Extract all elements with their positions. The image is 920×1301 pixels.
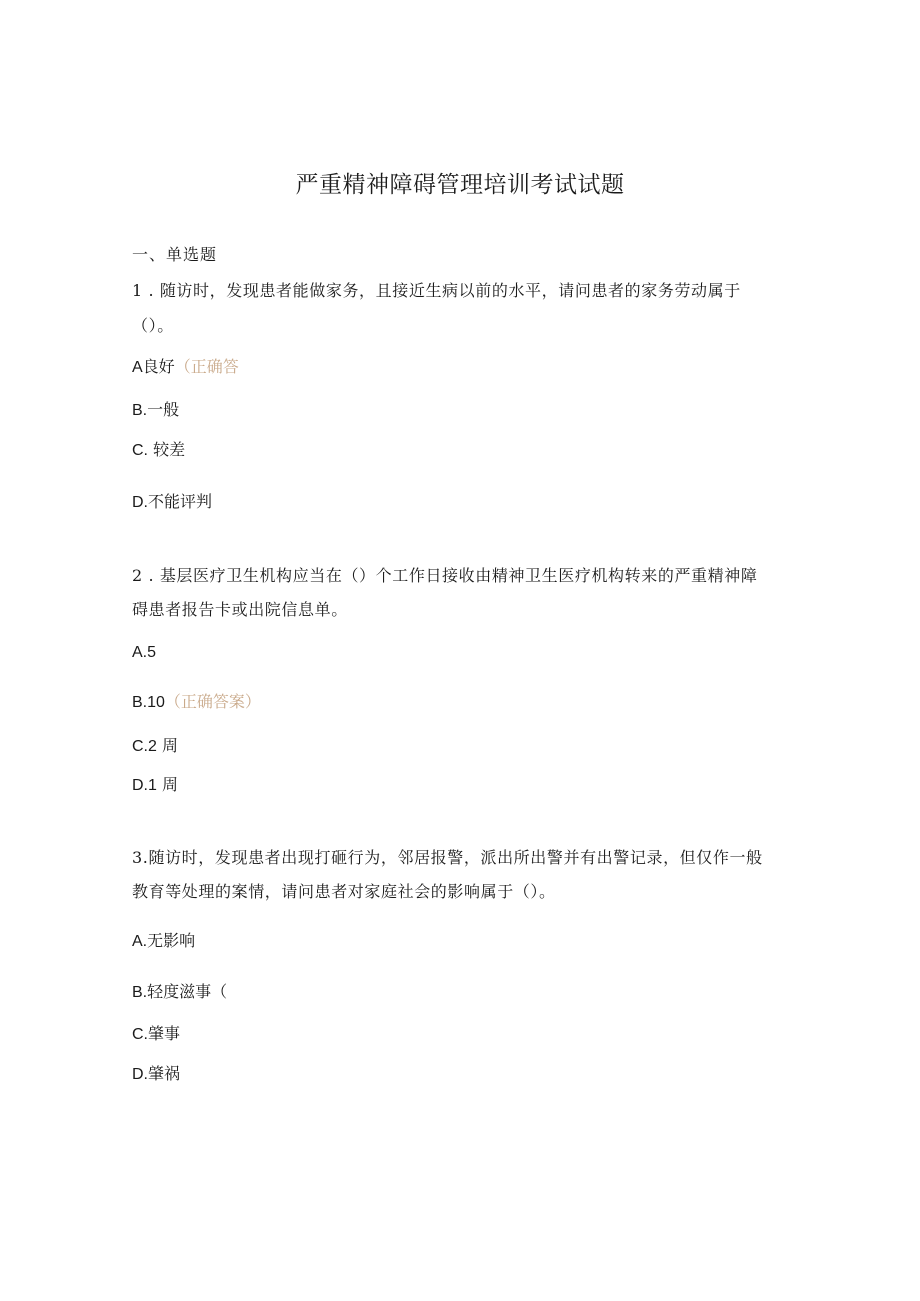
option-text: 无影响 <box>147 931 196 950</box>
option-label: D.1 <box>132 777 157 794</box>
question-3-option-c <box>132 1021 180 1044</box>
option-label: B. <box>132 984 148 1001</box>
question-3-option-b <box>132 979 227 1002</box>
option-text: 一般 <box>147 400 180 419</box>
question-3-option-d <box>132 1061 180 1084</box>
option-label: A.5 <box>132 644 157 661</box>
question-1-line-1: 1 . 随访时，发现患者能做家务，且接近生病以前的水平，请问患者的家务劳动属于 <box>132 281 741 300</box>
question-1-option-d <box>132 489 212 512</box>
option-label: A. <box>132 933 148 950</box>
option-label: D. <box>132 1066 148 1083</box>
option-text: 良好 <box>142 357 175 376</box>
option-text: 轻度滋事（ <box>147 982 228 1001</box>
question-2-option-d <box>132 772 178 795</box>
question-3-line-2: 教育等处理的案情，请问患者对家庭社会的影响属于（）。 <box>132 882 556 901</box>
option-label: C. <box>132 442 148 459</box>
question-2-line-2: 碍患者报告卡或出院信息单。 <box>132 600 348 619</box>
question-2-option-b <box>132 689 261 712</box>
option-label: C.2 <box>132 738 157 755</box>
option-label: D. <box>132 494 148 511</box>
correct-answer-mark: （正确答案） <box>164 692 261 711</box>
question-1-option-c <box>132 437 185 460</box>
option-label: C. <box>132 1026 148 1043</box>
option-text: 不能评判 <box>148 492 213 511</box>
section-heading: 一、单选题 <box>132 245 218 264</box>
question-3-option-a <box>132 928 195 951</box>
page-title: 严重精神障碍管理培训考试试题 <box>295 172 625 198</box>
question-1-option-a <box>132 354 239 377</box>
question-2-line-1: 2 . 基层医疗卫生机构应当在（）个工作日接收由精神卫生医疗机构转来的严重精神障 <box>132 566 758 585</box>
question-1-option-b <box>132 397 179 420</box>
option-label: B.10 <box>132 694 165 711</box>
option-text: 肇事 <box>148 1024 181 1043</box>
question-2-option-a <box>132 642 156 662</box>
correct-answer-mark: （正确答 <box>174 357 239 376</box>
option-text: 较差 <box>148 440 186 459</box>
option-label: A <box>132 359 143 376</box>
question-1-line-2: （）。 <box>132 316 174 335</box>
option-text: 肇祸 <box>148 1064 181 1083</box>
question-2-option-c <box>132 733 178 756</box>
option-text: 周 <box>156 775 178 794</box>
question-3-line-1: 3.随访时，发现患者出现打砸行为，邻居报警，派出所出警并有出警记录，但仅作一般 <box>132 848 763 867</box>
option-label: B. <box>132 402 148 419</box>
option-text: 周 <box>156 736 178 755</box>
